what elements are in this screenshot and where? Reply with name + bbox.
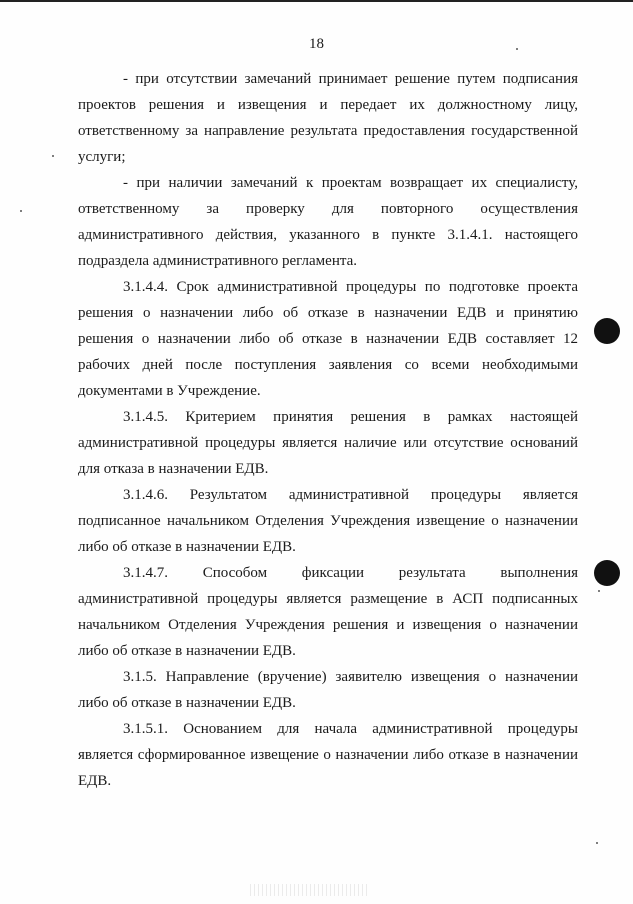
paragraph-1: - при отсутствии замечаний принимает решение путем подписания проектов решения и извещения и передает их должностному лицу, ответственному за направление результата предоставления государственной услуги; [78, 71, 578, 165]
punch-hole-upper [594, 318, 620, 344]
punch-hole-lower [594, 560, 620, 586]
paragraph-8: 3.1.5.1. Основанием для начала административной процедуры является сформированное извещение о назначении либо отказе в назначении ЕДВ. [78, 721, 578, 789]
paragraph-2: - при наличии замечаний к проектам возвращает их специалисту, ответственному за проверку для повторного осуществления административного действия, указанного в пункте 3.1.4.1. настоящего подраздела административного регламента. [78, 175, 578, 269]
paragraph-3: 3.1.4.4. Срок административной процедуры по подготовке проекта решения о назначении либо об отказе в назначении ЕДВ и принятию решения о назначении либо об отказе в назначении ЕДВ составляет 12 рабочих дней после поступления заявления со всеми необходимыми документами в Учреждение. [78, 279, 578, 399]
paragraph-4: 3.1.4.5. Критерием принятия решения в рамках настоящей административной процедуры является наличие или отсутствие оснований для отказа в назначении ЕДВ. [78, 409, 578, 477]
scan-speck [516, 48, 518, 50]
scan-noise [250, 884, 370, 896]
scan-speck [596, 842, 598, 844]
paragraph-6: 3.1.4.7. Способом фиксации результата выполнения административной процедуры является размещение в АСП подписанных начальником Отделения Учреждения решения и извещения о назначении либо об отказе в назначении ЕДВ. [78, 565, 578, 659]
scan-speck [598, 590, 600, 592]
paragraph-7: 3.1.5. Направление (вручение) заявителю извещения о назначении либо об отказе в назначении ЕДВ. [78, 669, 578, 711]
paragraph-5: 3.1.4.6. Результатом административной процедуры является подписанное начальником Отделения Учреждения извещение о назначении либо об отказе в назначении ЕДВ. [78, 487, 578, 555]
scan-speck [52, 155, 54, 157]
scan-speck [20, 210, 22, 212]
top-border-line [0, 0, 633, 2]
page-number: 18 [309, 36, 324, 52]
